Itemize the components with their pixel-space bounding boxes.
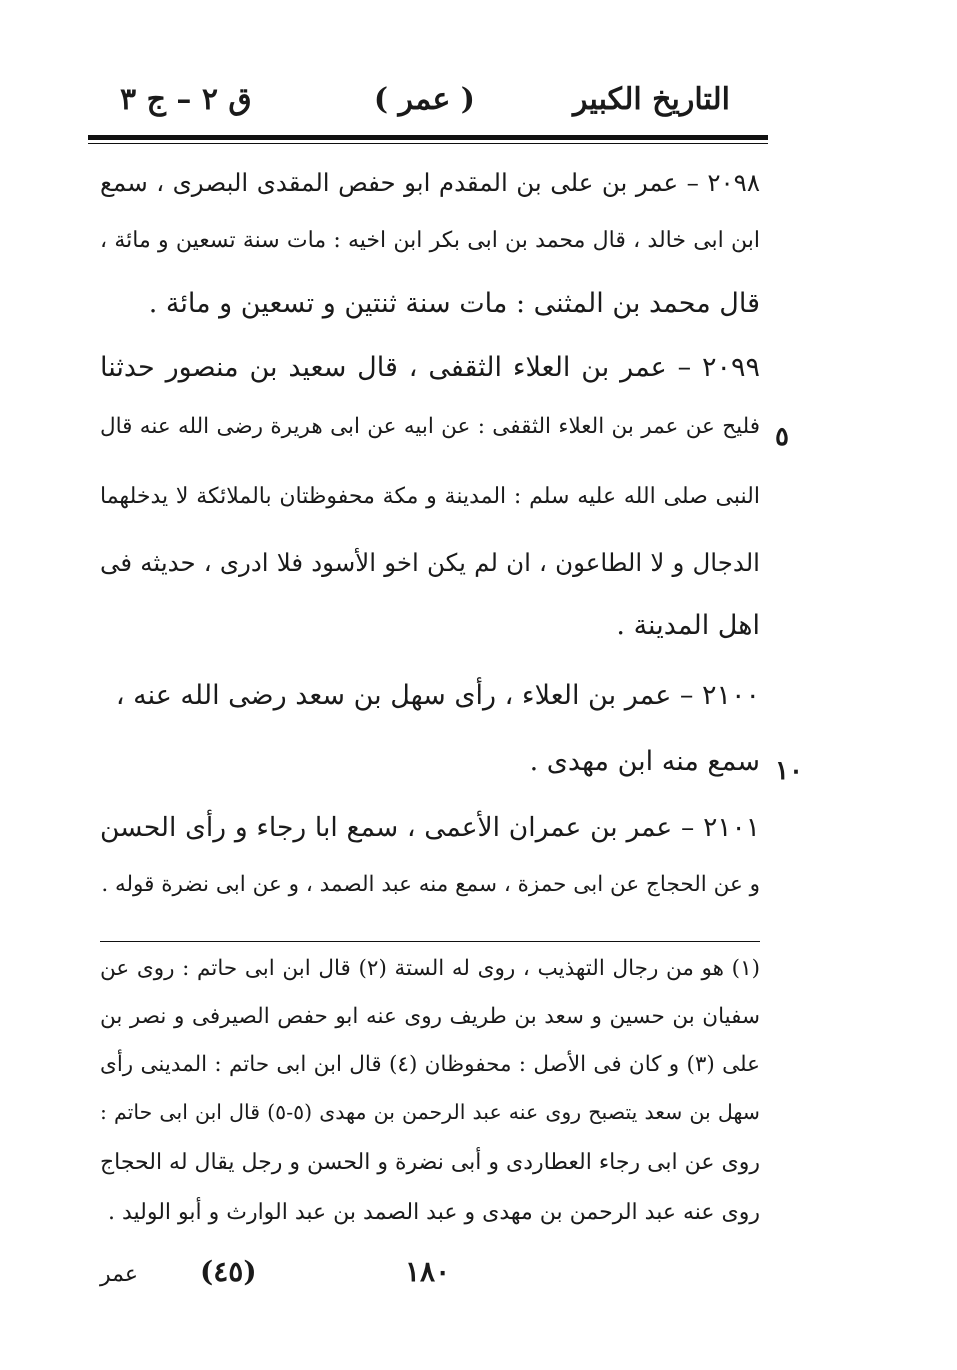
footnote-line-6: روى عنه عبد الرحمن بن مهدى و عبد الصمد بن عبد الوارث و أبو الوليد .	[107, 1200, 760, 1225]
header-rule-thick	[88, 135, 768, 140]
entry-2099-line-4: الدجال و لا الطاعون ، ان لم يكن اخو الأسود فلا ادرى ، حديثه فى	[100, 548, 760, 577]
entry-2098-line-1: ٢٠٩٨ – عمر بن على بن المقدم ابو حفص المقدى البصرى ، سمع	[100, 168, 760, 197]
entry-2098-line-2: ابن ابى خالد ، قال محمد بن ابى بكر ابن اخيه : مات سنة تسعين و مائة ،	[100, 228, 760, 253]
footnote-line-3: على (٣) و كان فى الأصل : محفوظان (٤) قال ابن ابى حاتم : المدينى رأى	[100, 1052, 760, 1077]
footnote-line-4: سهل بن سعد يتصبح روى عنه عبد الرحمن بن مهدى (٥-٥) قال ابن ابى حاتم :	[100, 1100, 760, 1124]
page-number: ١٨٠	[405, 1255, 451, 1288]
catchword: عمر	[100, 1262, 138, 1287]
signature-mark: (٤٥)	[200, 1255, 257, 1288]
running-header	[100, 78, 760, 128]
footnote-line-1: (١) هو من رجال التهذيب ، روى له الستة (٢) قال ابن ابى حاتم : روى عن	[100, 956, 761, 981]
header-rule-thin	[88, 143, 768, 144]
entry-2099-line-3: النبى صلى الله عليه سلم : المدينة و مكة محفوظتان بالملائكة لا يدخلهما	[100, 484, 760, 509]
entry-2101-line-1: ٢١٠١ – عمر بن عمران الأعمى ، سمع ابا رجاء و رأى الحسن	[100, 812, 760, 843]
entry-2099-line-2: فليح عن عمر بن العلاء الثقفى : عن ابيه عن ابى هريرة رضى الله عنه قال	[100, 414, 760, 439]
entry-2100-line-2: سمع منه ابن مهدى .	[529, 746, 760, 777]
volume-label: ق ٢ – ج ٣	[120, 82, 252, 117]
footnote-line-5: روى عن ابى رجاء العطاردى و أبى نضرة و الحسن و رجل يقال له الحجاج	[99, 1150, 760, 1175]
entry-2100-line-1: ٢١٠٠ – عمر بن العلاء ، رأى سهل بن سعد رضى الله عنه ،	[115, 680, 760, 711]
entry-2099-line-1: ٢٠٩٩ – عمر بن العلاء الثقفى ، قال سعيد بن منصور حدثنا	[100, 352, 760, 383]
entry-2099-line-5: اهل المدينة .	[616, 610, 760, 641]
margin-line-number-10: ١٠	[775, 756, 803, 786]
entry-2098-line-3: قال محمد بن المثنى : مات سنة ثنتين و تسعين و مائة .	[148, 288, 760, 319]
footnote-rule	[100, 941, 760, 942]
margin-line-number-5: ٥	[775, 422, 789, 452]
section-name: ( عمر )	[373, 82, 475, 117]
footnote-line-2: سفيان بن حسين و سعد بن طريف روى عنه ابو حفص الصيرفى و نصر بن	[100, 1004, 760, 1029]
book-title: التاريخ الكبير	[572, 82, 730, 117]
entry-2101-line-2: و عن الحجاج عن ابى حمزة ، سمع منه عبد الصمد ، و عن ابى نضرة قوله .	[101, 872, 760, 897]
